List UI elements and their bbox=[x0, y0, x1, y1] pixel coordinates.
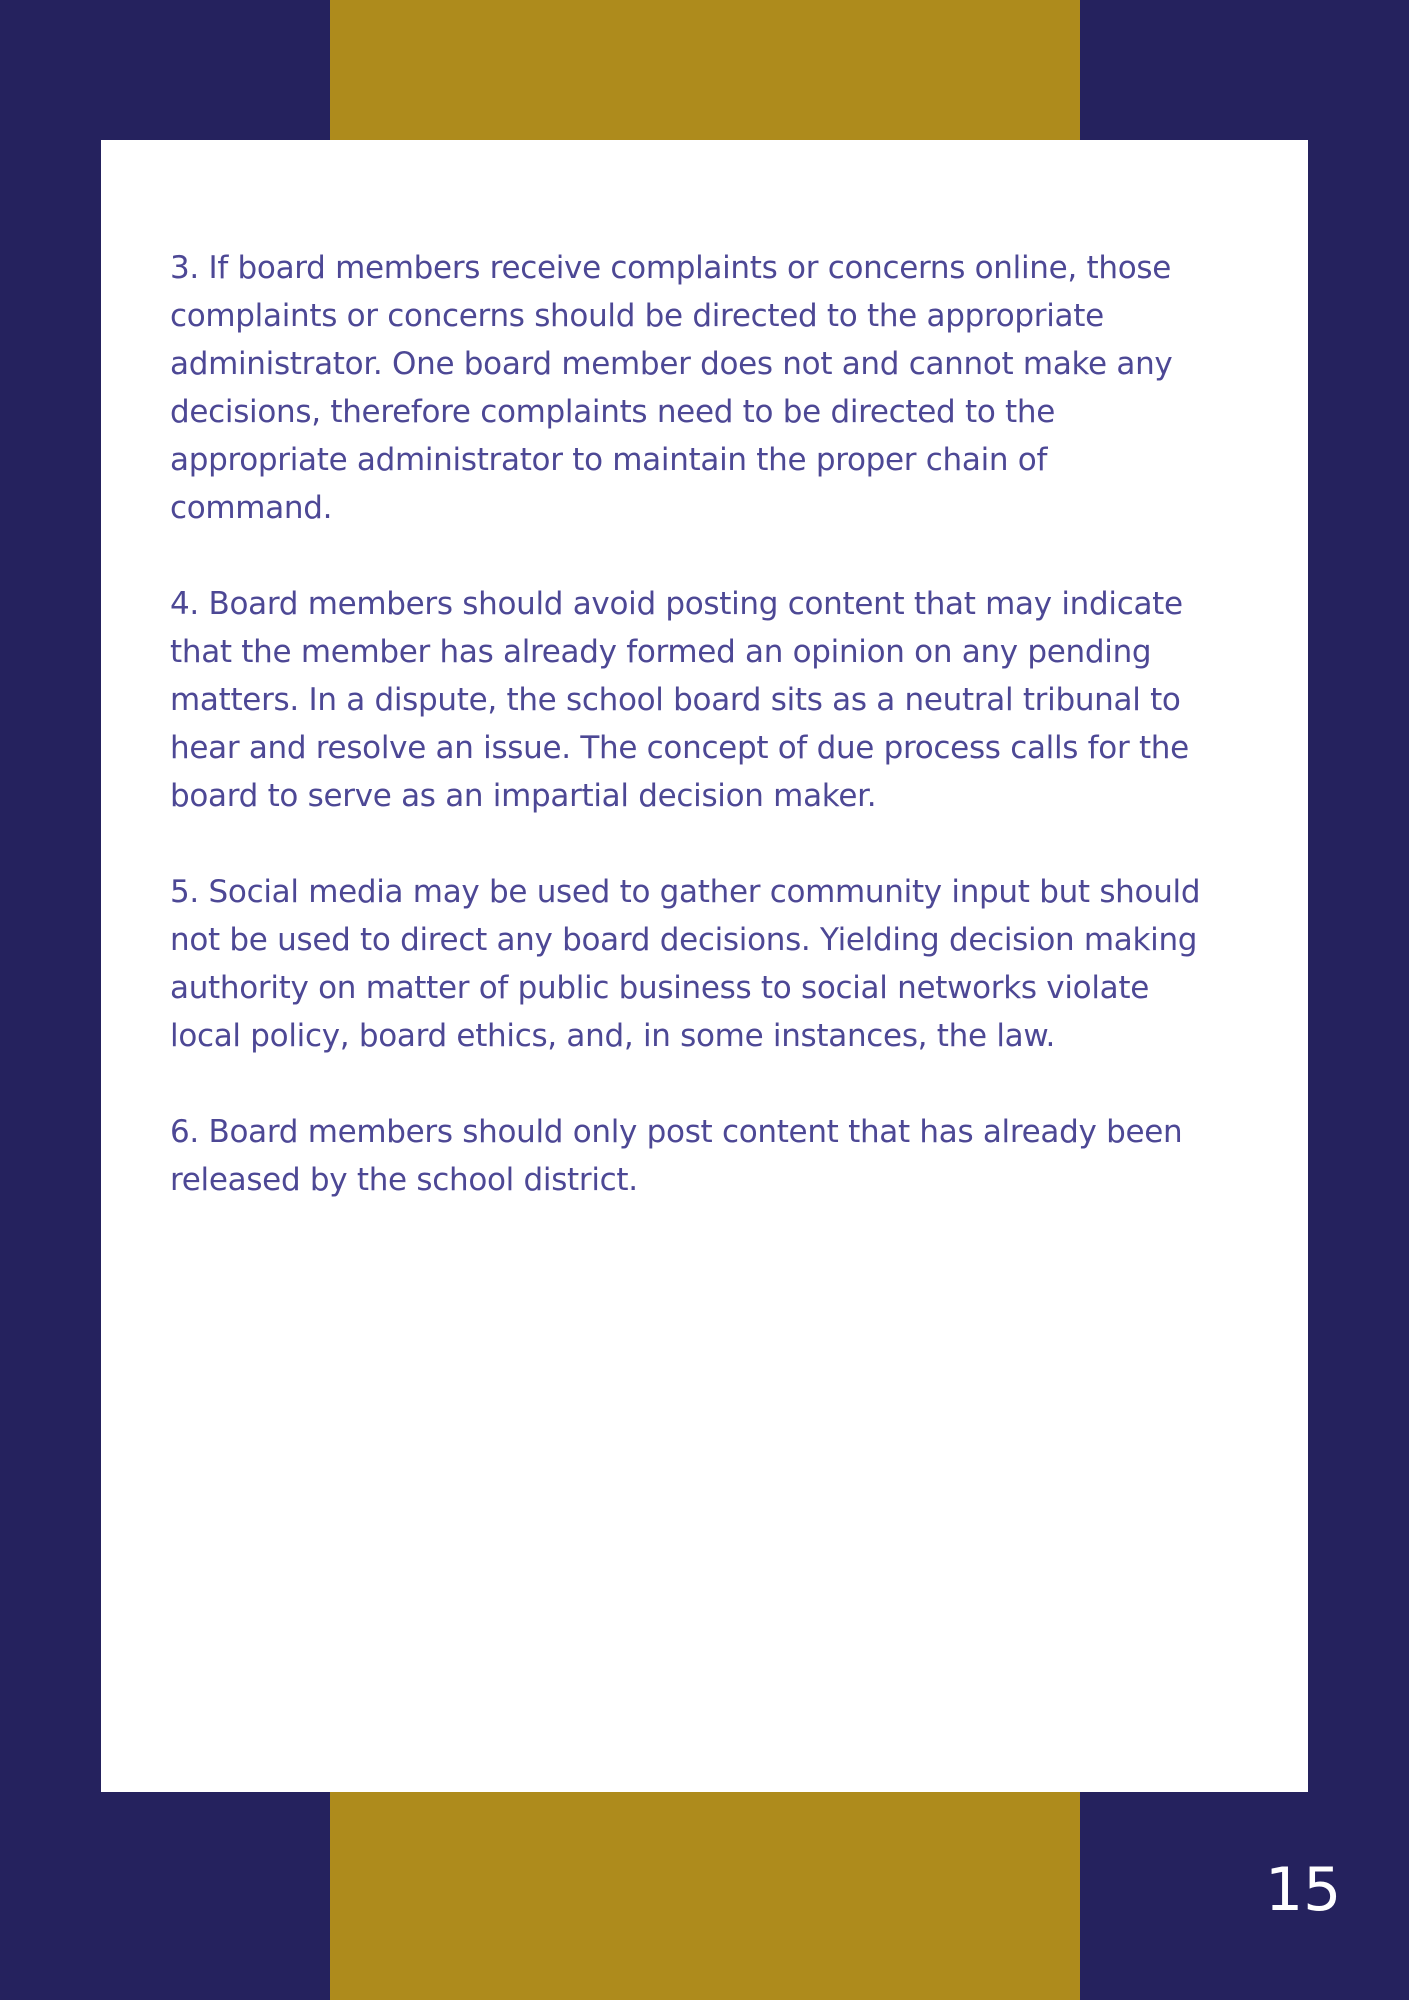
top-gold-band bbox=[330, 0, 1080, 140]
bottom-gold-band bbox=[330, 1790, 1080, 2000]
page-number: 15 bbox=[1265, 1855, 1342, 1925]
paragraph-item-3: 3. If board members receive complaints or concerns online, those complaints or concerns should be directed to the appropriate administrator. One board member does not and cannot make any decisions, therefore complaints need to be directed to the appropriate administrator to maintain the proper chain of command. bbox=[170, 250, 1173, 526]
content-card bbox=[101, 140, 1308, 1792]
paragraph-item-5: 5. Social media may be used to gather community input but should not be used to direct any board decisions. Yielding decision making authority on matter of public business to social networks violate local policy, board ethics, and, in some instances, the law. bbox=[170, 874, 1201, 1054]
paragraph-item-6: 6. Board members should only post content that has already been released by the school district. bbox=[170, 1114, 1183, 1198]
paragraph-item-4: 4. Board members should avoid posting content that may indicate that the member has already formed an opinion on any pending matters. In a dispute, the school board sits as a neutral tribunal to hear and resolve an issue. The concept of due process calls for the board to serve as an impartial decision maker. bbox=[170, 586, 1189, 814]
